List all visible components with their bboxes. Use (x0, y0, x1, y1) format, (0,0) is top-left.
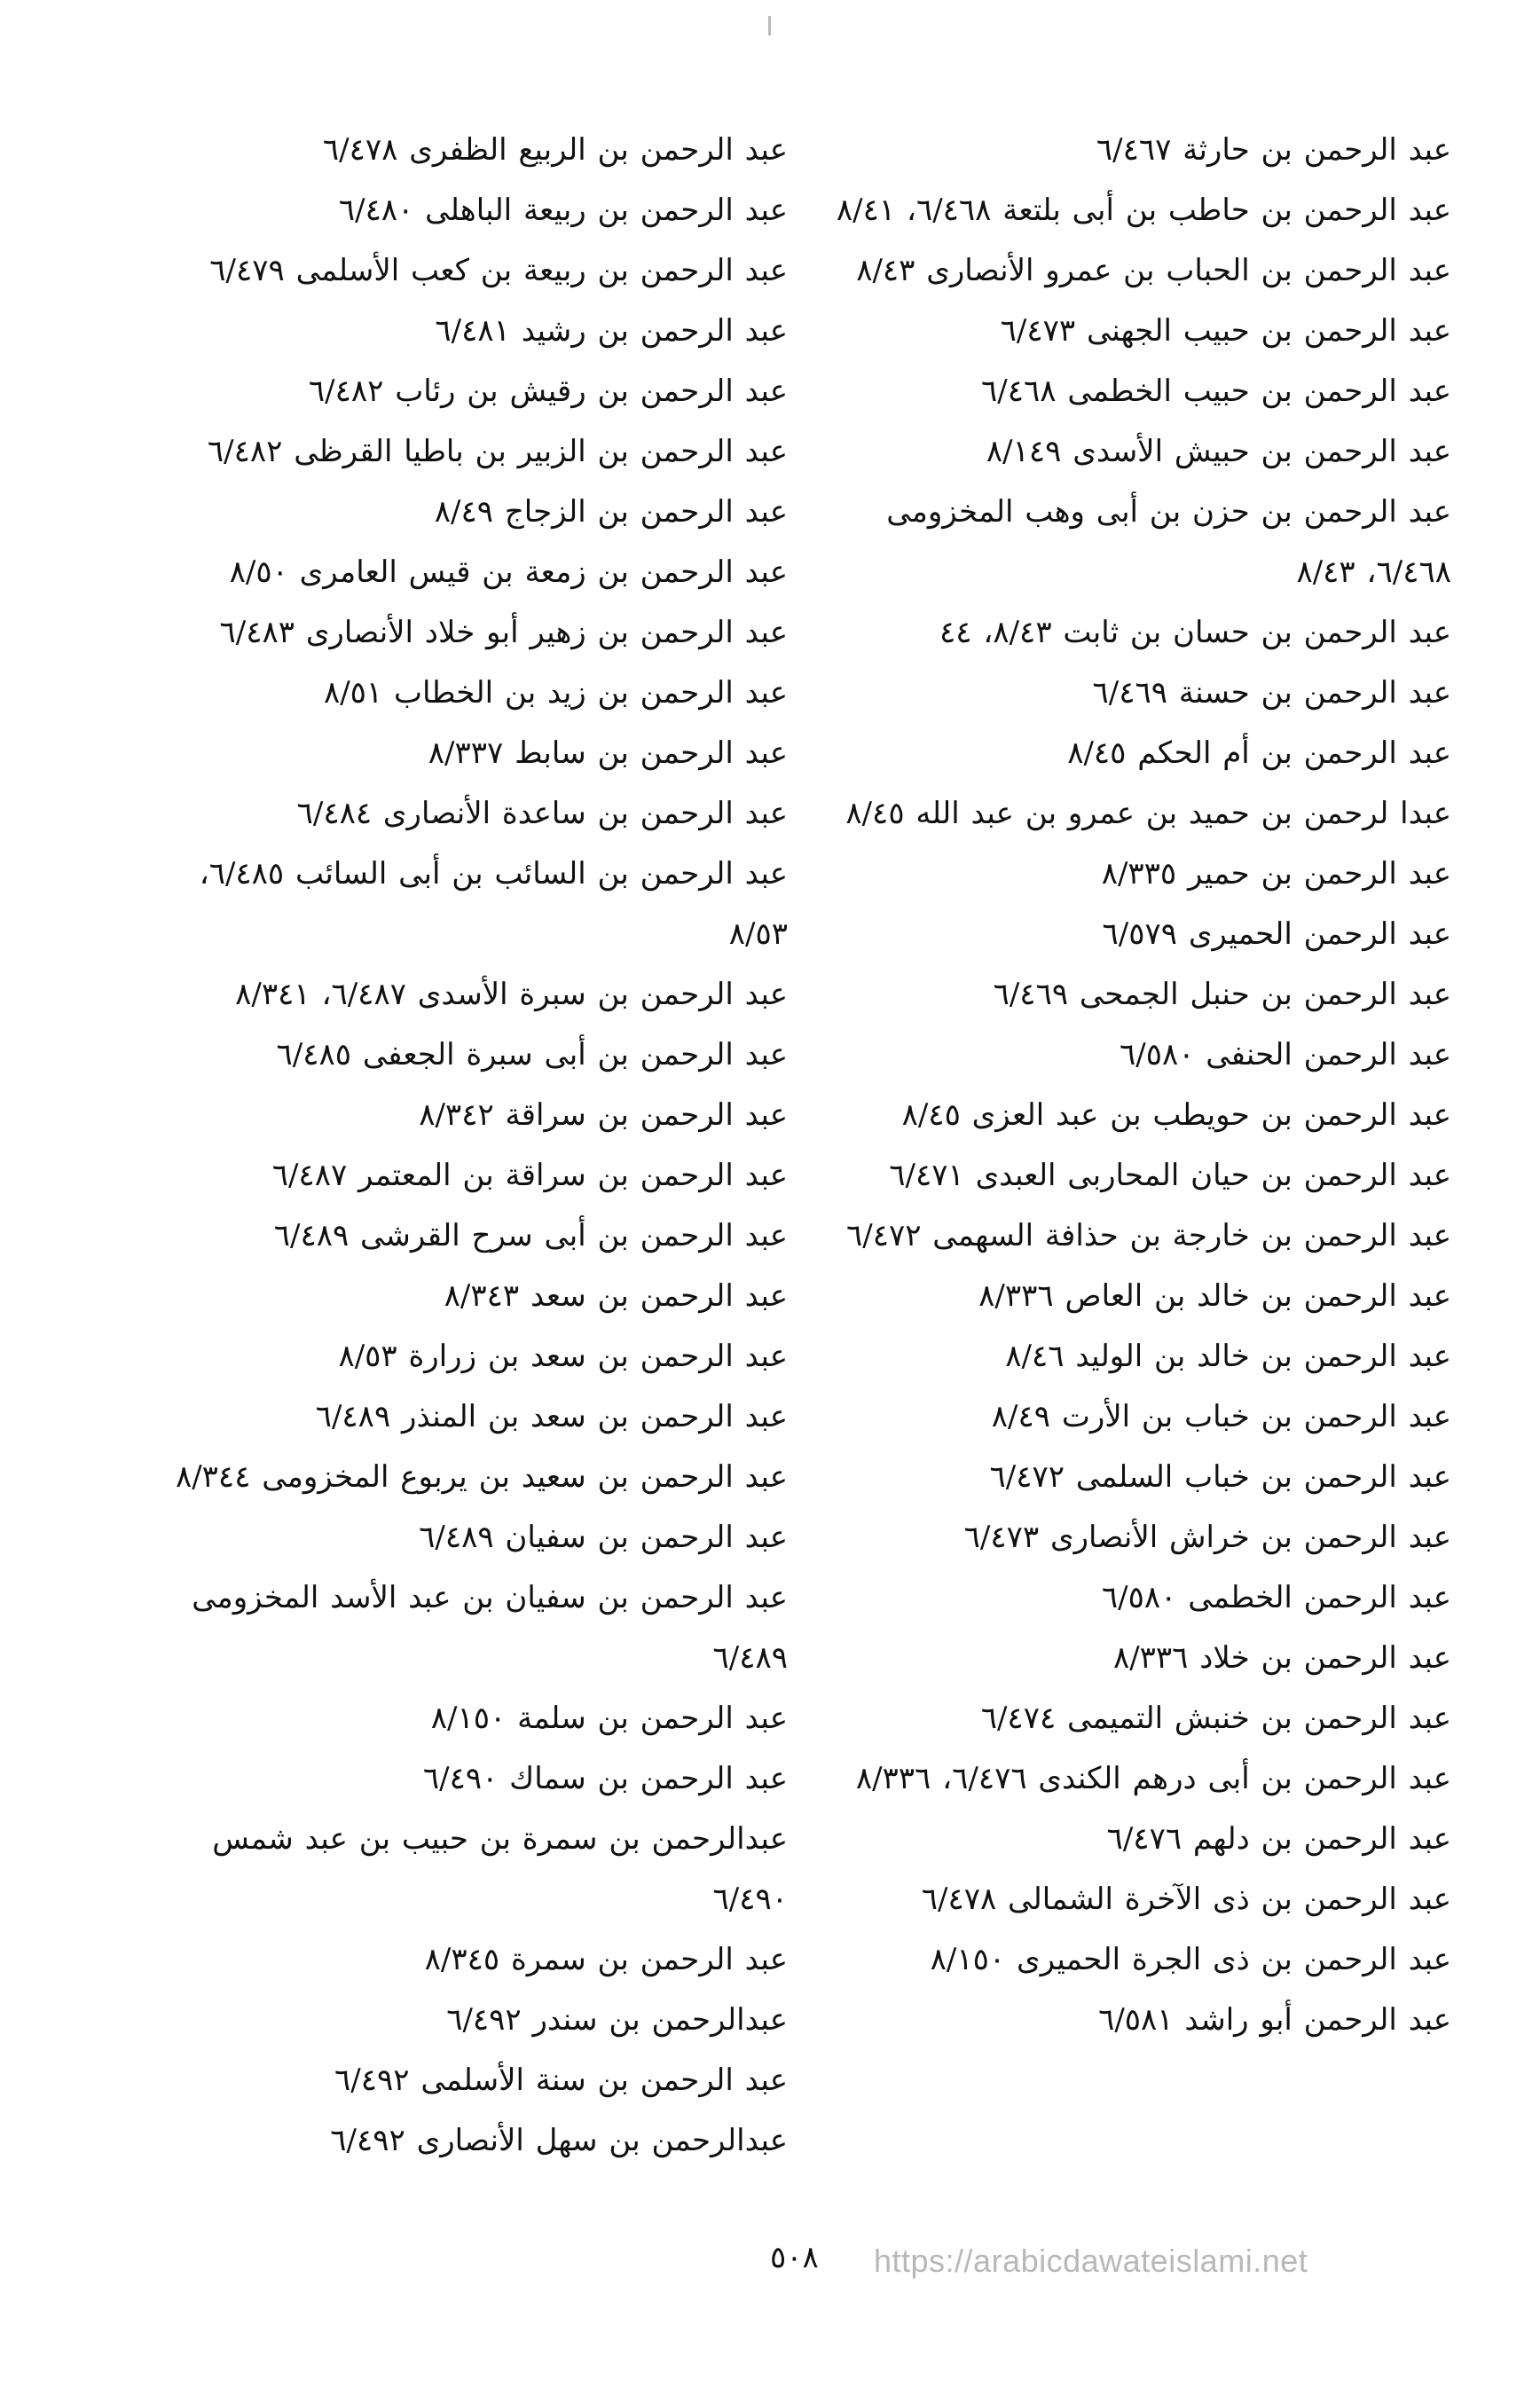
index-entry: عبد الرحمن بن الزبير بن باطيا القرظى ٦/٤٨٢ (207, 434, 788, 469)
index-entry: عبد الرحمن بن حبيب الخطمى ٦/٤٦٨ (981, 373, 1451, 409)
index-entry: عبد الرحمن بن سبرة الأسدى ٦/٤٨٧، ٨/٣٤١ (235, 977, 788, 1012)
index-entry: عبد الرحمن بن خباب بن الأرت ٨/٤٩ (991, 1399, 1451, 1434)
index-entry: عبد الرحمن بن خالد بن الوليد ٨/٤٦ (1005, 1339, 1451, 1374)
index-entry: عبد الرحمن بن خباب السلمى ٦/٤٧٢ (989, 1459, 1451, 1495)
index-column-left (149, 120, 788, 2171)
index-entry: عبد الرحمن بن سفيان ٦/٤٨٩ (419, 1520, 788, 1555)
index-entry: عبد الرحمن بن أبى سبرة الجعفى ٦/٤٨٥ (276, 1037, 788, 1072)
index-entry: عبد الرحمن بن حمير ٨/٣٣٥ (1101, 856, 1451, 892)
index-entry: عبد الرحمن بن زيد بن الخطاب ٨/٥١ (323, 675, 788, 711)
index-entry: عبد الرحمن بن سراقة بن المعتمر ٦/٤٨٧ (271, 1158, 788, 1193)
index-entry: عبد الرحمن بن سمرة ٨/٣٤٥ (424, 1942, 788, 1977)
index-entry: عبد الرحمن بن سفيان بن عبد الأسد المخزومى ٦/٤٨٩ (192, 1580, 788, 1676)
index-entry: عبد الرحمن بن حنبل الجمحى ٦/٤٦٩ (993, 977, 1451, 1012)
index-entry: عبد الرحمن بن زهير أبو خلاد الأنصارى ٦/٤٨٣ (219, 615, 788, 650)
index-entry: عبد الرحمن بن أم الحكم ٨/٤٥ (1067, 735, 1451, 771)
index-entry: عبد الرحمن بن ذى الجرة الحميرى ٨/١٥٠ (930, 1942, 1451, 1977)
index-entry: عبد الرحمن بن سعيد بن يربوع المخزومى ٨/٣٤٤ (175, 1459, 788, 1495)
index-entry: عبدالرحمن بن سمرة بن حبيب بن عبد شمس ٦/٤٩٠ (212, 1821, 788, 1917)
index-entry: عبد الرحمن بن أبى سرح القرشى ٦/٤٨٩ (273, 1218, 788, 1253)
index-entry: عبدالرحمن بن سهل الأنصارى ٦/٤٩٢ (330, 2123, 788, 2158)
index-entry: عبد الرحمن بن دلهم ٦/٤٧٦ (1106, 1821, 1451, 1857)
index-entry: عبد الرحمن بن خالد بن العاص ٨/٣٣٦ (978, 1278, 1451, 1314)
index-entry: عبدالرحمن بن سندر ٦/٤٩٢ (446, 2002, 788, 2038)
index-entry: عبد الرحمن بن سراقة ٨/٣٤٢ (419, 1097, 788, 1133)
index-entry: عبد الرحمن بن رقيش بن رئاب ٦/٤٨٢ (308, 373, 788, 409)
index-entry: عبد الرحمن الحميرى ٦/٥٧٩ (1102, 916, 1451, 952)
index-entry: عبد الرحمن بن حويطب بن عبد العزى ٨/٤٥ (901, 1097, 1451, 1133)
index-entry: عبد الرحمن بن سنة الأسلمى ٦/٤٩٢ (334, 2062, 788, 2098)
index-entry: عبد الرحمن بن الحباب بن عمرو الأنصارى ٨/٤٣ (856, 253, 1451, 288)
index-entry: عبد الرحمن بن حزن بن أبى وهب المخزومى ٦/٤٦٨، ٨/٤٣ (886, 494, 1451, 590)
index-entry: عبد الرحمن بن سلمة ٨/١٥٠ (430, 1701, 788, 1736)
index-entry: عبد الرحمن بن خراش الأنصارى ٦/٤٧٣ (963, 1520, 1451, 1555)
index-entry: عبد الرحمن بن الربيع الظفرى ٦/٤٧٨ (322, 132, 788, 168)
index-entry: عبد الرحمن بن سعد بن زرارة ٨/٥٣ (338, 1339, 788, 1374)
index-entry: عبد الرحمن أبو راشد ٦/٥٨١ (1098, 2002, 1451, 2038)
index-entry: عبد الرحمن بن حسان بن ثابت ٨/٤٣، ٤٤ (939, 615, 1451, 650)
index-entry: عبد الرحمن بن ربيعة الباهلى ٦/٤٨٠ (338, 192, 788, 228)
index-entry: عبد الرحمن بن سماك ٦/٤٩٠ (422, 1761, 788, 1796)
scan-mark (768, 16, 771, 35)
index-entry: عبد الرحمن بن ربيعة بن كعب الأسلمى ٦/٤٧٩ (209, 253, 788, 288)
index-entry: عبد الرحمن بن خنبش التميمى ٦/٤٧٤ (980, 1701, 1451, 1736)
index-entry: عبد الرحمن بن سعد بن المنذر ٦/٤٨٩ (315, 1399, 788, 1434)
index-entry: عبد الرحمن بن حاطب بن أبى بلتعة ٦/٤٦٨، ٨/٤١ (836, 192, 1451, 228)
index-entry: عبد الرحمن بن السائب بن أبى السائب ٦/٤٨٥، ٨/٥٣ (199, 856, 788, 952)
index-entry: عبد الرحمن بن خارجة بن حذافة السهمى ٦/٤٧٢ (845, 1218, 1451, 1253)
index-entry: عبد الرحمن بن أبى درهم الكندى ٦/٤٧٦، ٨/٣٣٦ (855, 1761, 1451, 1796)
page-number: ٥٠٨ (770, 2240, 819, 2275)
index-entry: عبد الرحمن بن ذى الآخرة الشمالى ٦/٤٧٨ (921, 1882, 1451, 1917)
index-entry: عبد الرحمن بن رشيد ٦/٤٨١ (435, 313, 788, 349)
index-entry: عبد الرحمن بن حبيش الأسدى ٨/١٤٩ (986, 434, 1451, 469)
index-entry: عبد الرحمن بن حيان المحاربى العبدى ٦/٤٧١ (889, 1158, 1451, 1193)
index-entry: عبد الرحمن بن حسنة ٦/٤٦٩ (1092, 675, 1451, 711)
index-entry: عبد الرحمن بن سابط ٨/٣٣٧ (428, 735, 788, 771)
index-entry: عبد الرحمن الخطمى ٦/٥٨٠ (1101, 1580, 1451, 1615)
watermark-url: https://arabicdawateislami.net (874, 2243, 1308, 2279)
index-entry: عبد الرحمن بن زمعة بن قيس العامرى ٨/٥٠ (229, 554, 788, 590)
index-entry: عبد الرحمن بن ساعدة الأنصارى ٦/٤٨٤ (296, 796, 788, 831)
index-entry: عبد الرحمن بن حارثة ٦/٤٦٧ (1096, 132, 1451, 168)
index-entry: عبد الرحمن بن خلاد ٨/٣٣٦ (1112, 1640, 1451, 1676)
index-entry: عبد الرحمن الحنفى ٦/٥٨٠ (1119, 1037, 1451, 1072)
index-entry: عبدا لرحمن بن حميد بن عمرو بن عبد الله ٨/٤٥ (845, 796, 1451, 831)
index-entry: عبد الرحمن بن الزجاج ٨/٤٩ (434, 494, 788, 530)
index-column-right (830, 120, 1451, 2050)
index-entry: عبد الرحمن بن حبيب الجهنى ٦/٤٧٣ (1000, 313, 1451, 349)
index-entry: عبد الرحمن بن سعد ٨/٣٤٣ (444, 1278, 788, 1314)
